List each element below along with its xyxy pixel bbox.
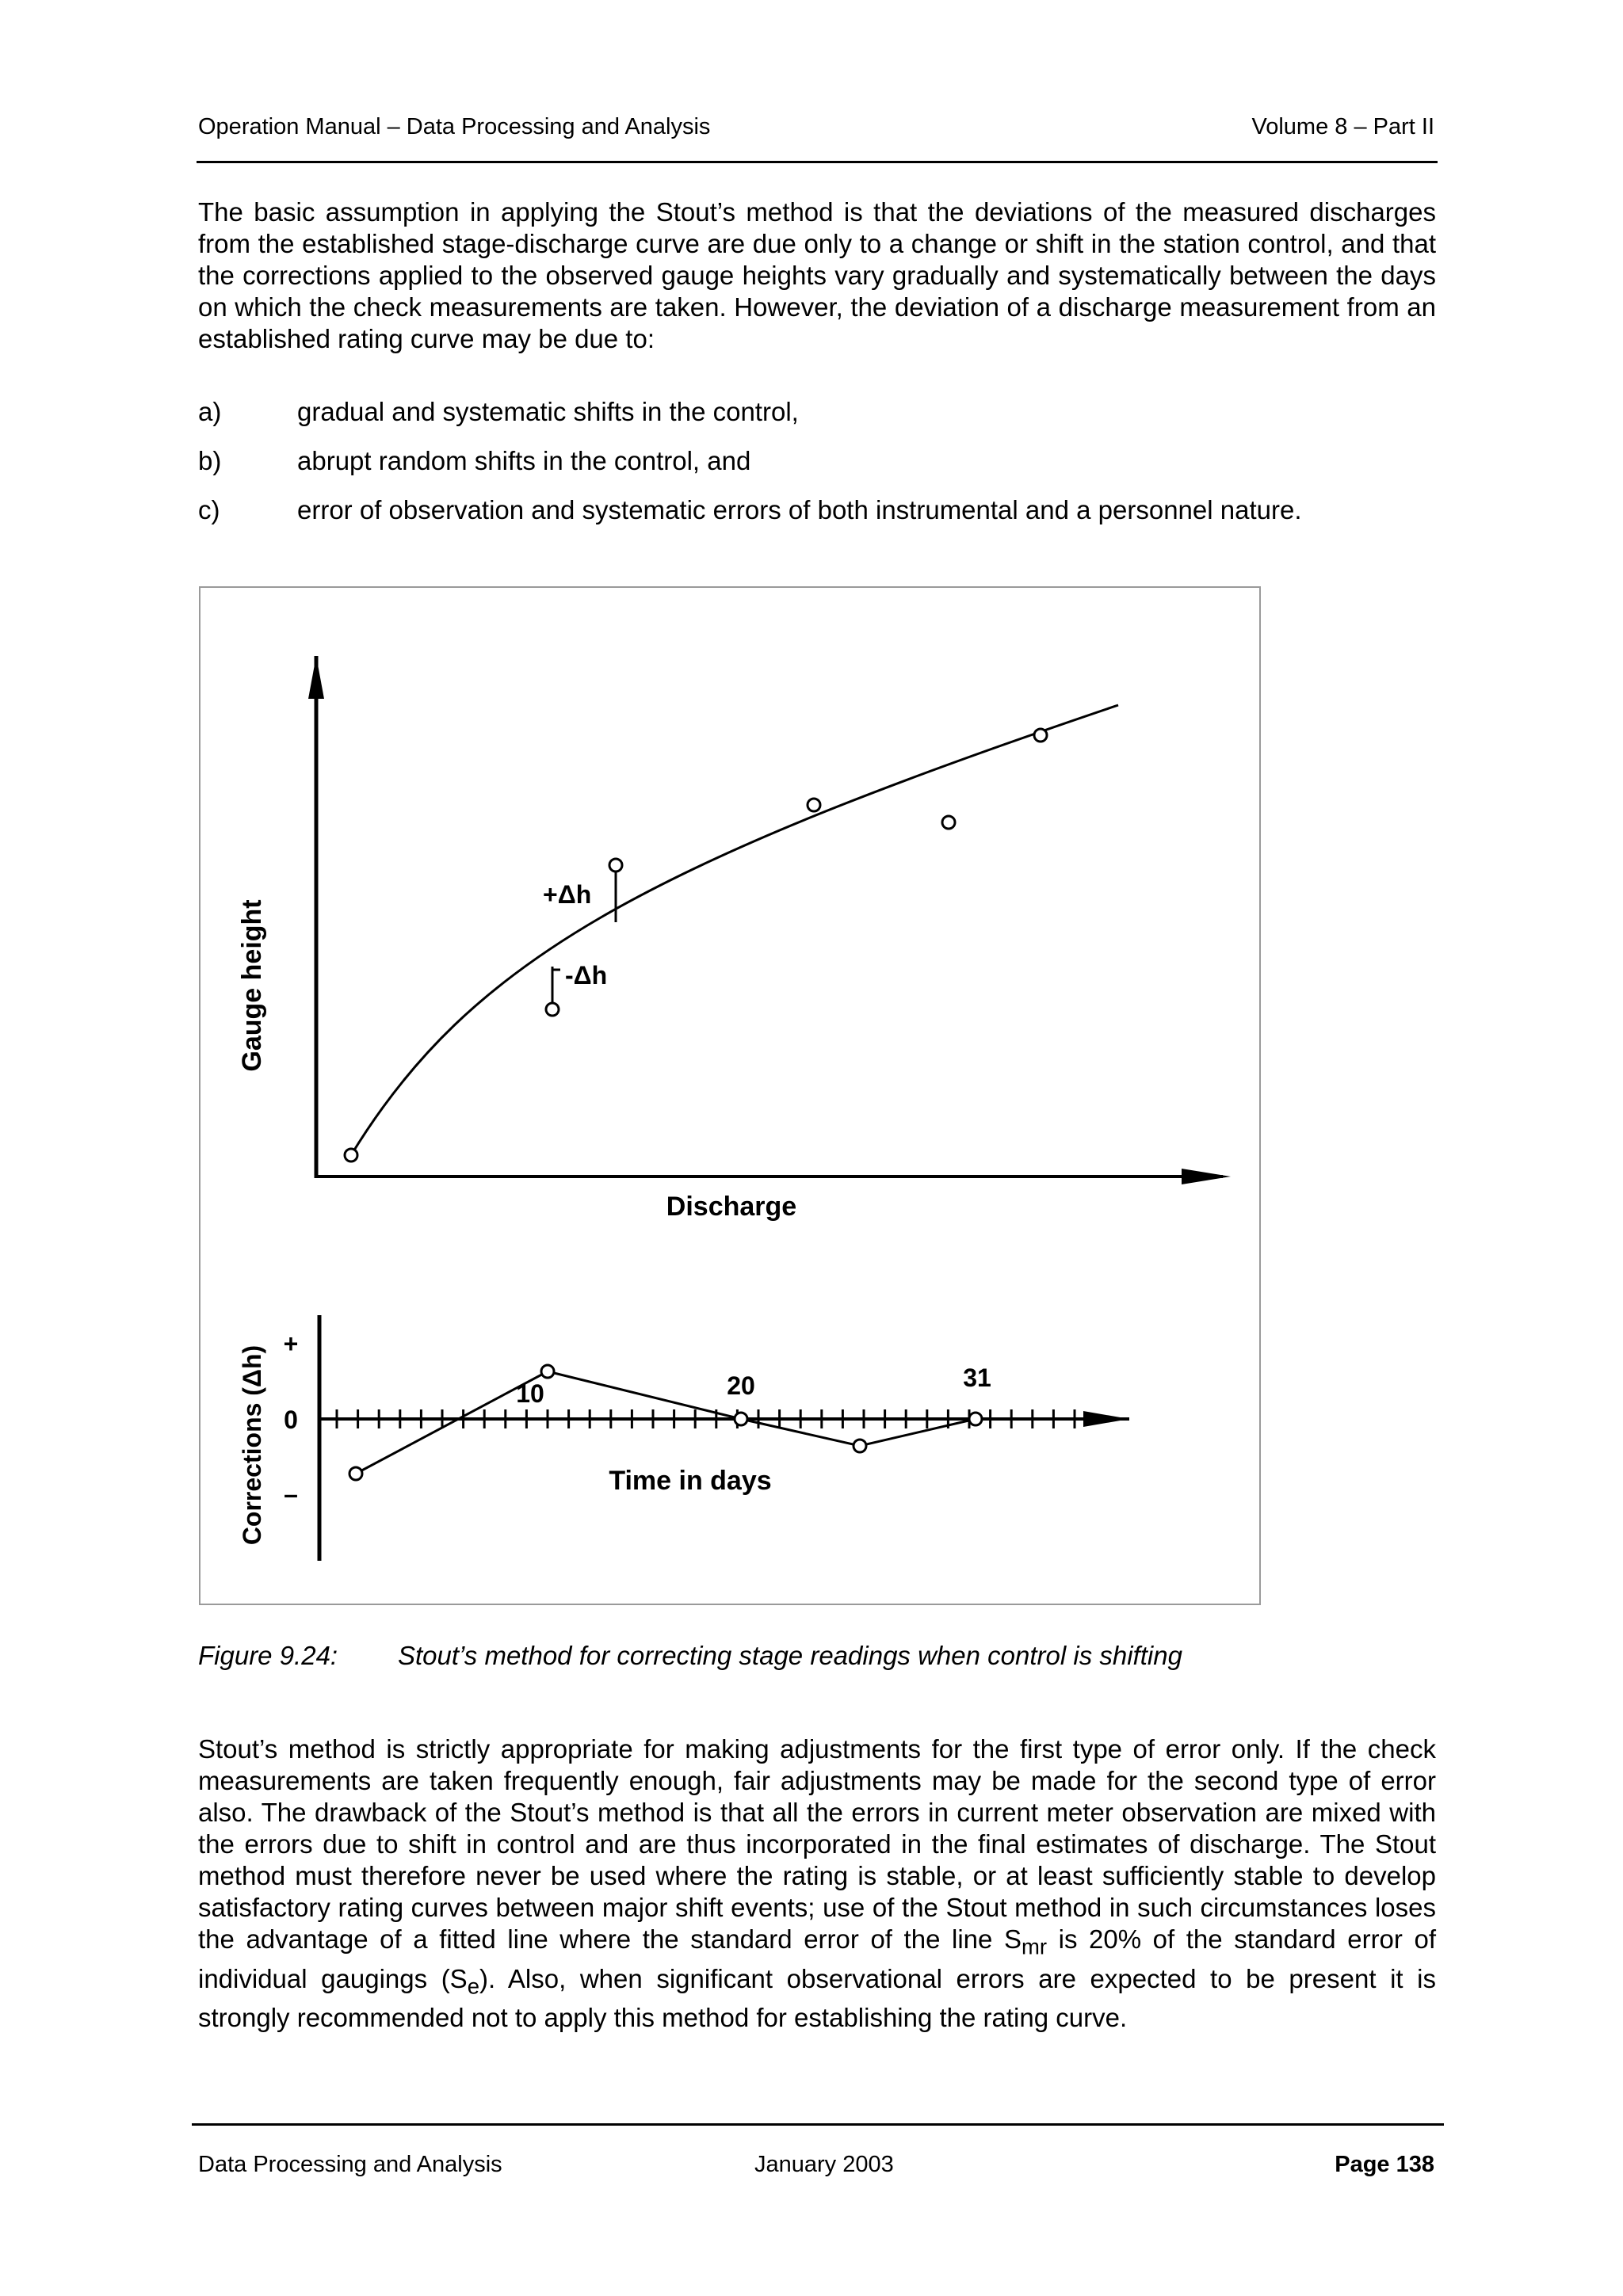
list-marker: a) xyxy=(198,397,222,426)
upper-graph xyxy=(308,656,1231,1184)
plus-tick-label: + xyxy=(283,1329,299,1358)
subscript-e: e xyxy=(467,1974,479,1999)
correction-point xyxy=(969,1413,982,1425)
gauging-point xyxy=(1034,729,1047,742)
gauging-point xyxy=(942,816,955,829)
correction-point xyxy=(349,1467,362,1480)
gauging-point xyxy=(345,1149,357,1161)
closing-text: ). Also, when significant observational errors are expected to be present it is strongly recommended not to apply this method for establishing the rating curve. xyxy=(198,1963,1436,2033)
caption-number: Figure 9.24: xyxy=(198,1641,338,1670)
correction-point xyxy=(735,1413,747,1425)
day-10-label: 10 xyxy=(516,1379,544,1408)
page-header xyxy=(198,111,1434,143)
day-20-label: 20 xyxy=(727,1371,755,1400)
lower-graph xyxy=(319,1315,1129,1561)
zero-tick-label: 0 xyxy=(284,1405,298,1434)
gauging-point xyxy=(546,1003,559,1016)
list-text: gradual and systematic shifts in the control, xyxy=(297,397,799,426)
minus-delta-h-label: -Δh xyxy=(565,961,608,990)
figure-caption xyxy=(198,1640,1434,1672)
gauging-point xyxy=(609,859,622,871)
corrections-label: Corrections (Δh) xyxy=(238,1344,266,1546)
correction-point xyxy=(854,1440,866,1452)
minus-tick-label: – xyxy=(284,1480,298,1508)
footer-rule xyxy=(192,2123,1444,2126)
discharge-label: Discharge xyxy=(666,1192,797,1222)
correction-point xyxy=(541,1365,554,1378)
day-31-label: 31 xyxy=(963,1363,991,1392)
page-footer xyxy=(198,2149,1434,2180)
footer-date: January 2003 xyxy=(754,2152,894,2177)
page-number: Page 138 xyxy=(1335,2152,1434,2177)
list-text: error of observation and systematic errors of both instrumental and a personnel nature. xyxy=(297,495,1302,524)
x-axis-arrowhead xyxy=(1182,1169,1231,1184)
list-marker: b) xyxy=(198,446,222,475)
figure-graphic xyxy=(200,588,1259,1604)
gauging-point xyxy=(808,799,820,811)
caption-text: Stout’s method for correcting stage readings when control is shifting xyxy=(398,1641,1182,1670)
subscript-mr: mr xyxy=(1021,1934,1048,1959)
rating-curve xyxy=(351,705,1118,1155)
correction-line xyxy=(356,1371,976,1474)
list-text: abrupt random shifts in the control, and xyxy=(297,446,751,475)
y-axis-arrowhead xyxy=(308,656,324,699)
gauge-height-label: Gauge height xyxy=(237,899,267,1072)
list-marker: c) xyxy=(198,495,220,524)
intro-paragraph: The basic assumption in applying the Stout’s method is that the deviations of the measured discharges from the established stage-discharge curve are due only to a change or shift in the station control, and that the corrections applied to the observed gauge heights vary gradually and systematically between the days on which the check measurements are taken. However, the deviation of a discharge measurement from an established rating curve may be due to: xyxy=(198,197,1436,353)
plus-delta-h-label: +Δh xyxy=(543,880,592,909)
closing-text: Stout’s method is strictly appropriate for making adjustments for the first type of error only. If the check measurements are taken frequently enough, fair adjustments may be made for the second type of error also. The drawback of the Stout’s method is that all the errors in current meter observation are mixed with the errors due to shift in control and are thus incorporated in the final estimates of discharge. The Stout method must therefore never be used where the rating is stable, or at least sufficiently stable to develop satisfactory rating curves between major shift events; use of the Stout method in such circumstances loses the advantage of a fitted line where the standard error of the line S xyxy=(198,1734,1436,1954)
figure-stout-method xyxy=(199,586,1261,1605)
closing-text: is 20% of the standard error of individual gaugings (S xyxy=(198,1924,1436,1993)
footer-title: Data Processing and Analysis xyxy=(198,2152,502,2177)
time-axis-arrowhead xyxy=(1083,1411,1129,1427)
header-title: Operation Manual – Data Processing and Analysis xyxy=(198,114,711,139)
header-rule xyxy=(197,161,1438,163)
time-in-days-label: Time in days xyxy=(609,1466,772,1496)
closing-paragraph xyxy=(198,1733,1436,2034)
header-volume: Volume 8 – Part II xyxy=(1251,114,1434,139)
